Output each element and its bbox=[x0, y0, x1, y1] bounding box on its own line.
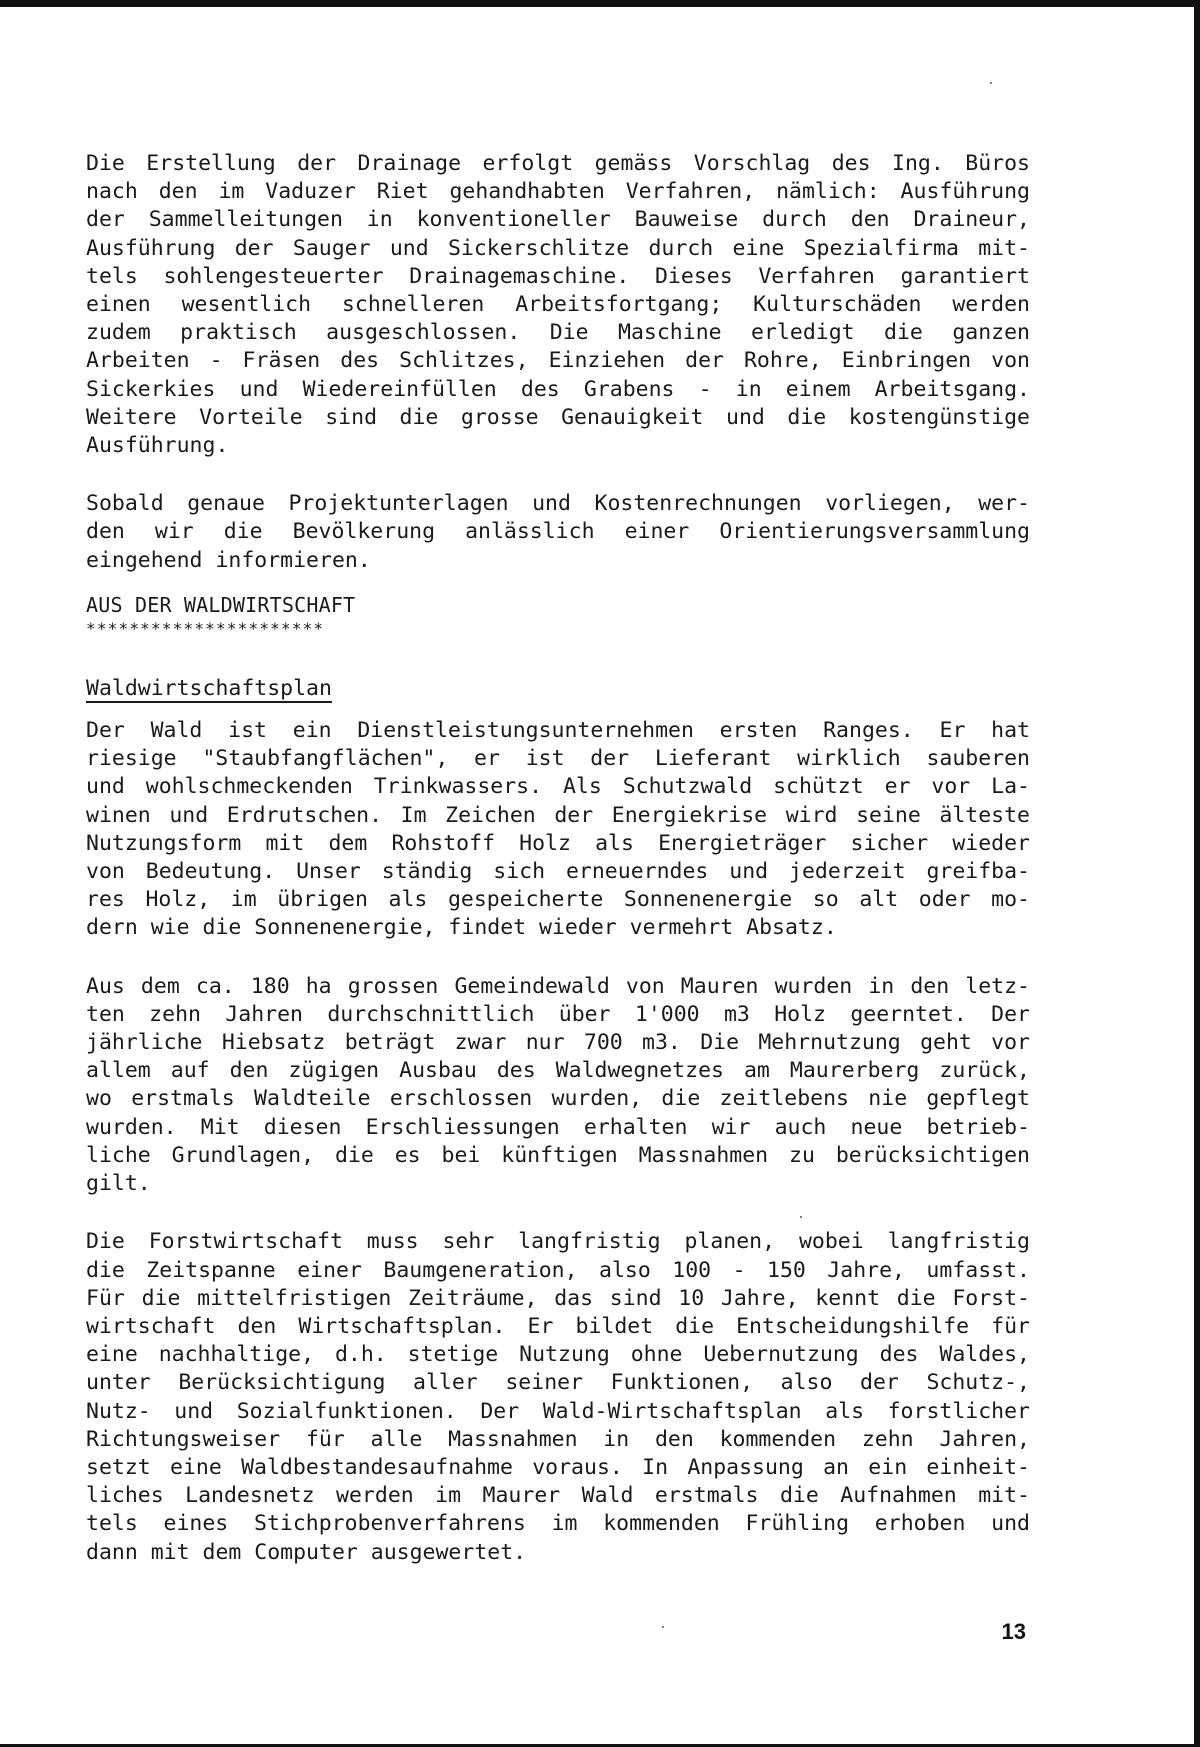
text-line: Für die mittelfristigen Zeiträume, das sind 10 Jahre, kennt die Forst- bbox=[86, 1285, 1030, 1311]
text-line: die Zeitspanne einer Baumgeneration, also 100 - 150 Jahre, umfasst. bbox=[86, 1257, 1030, 1283]
text-line: Sickerkies und Wiedereinfüllen des Grabens - in einem Arbeitsgang. bbox=[86, 376, 1030, 402]
scan-border-top bbox=[0, 0, 1200, 7]
text-line: einen wesentlich schnelleren Arbeitsfortgang; Kulturschäden werden bbox=[86, 292, 1030, 318]
section-heading-stars: ********************** bbox=[86, 618, 325, 638]
text-line: Die Erstellung der Drainage erfolgt gemäss Vorschlag des Ing. Büros bbox=[86, 151, 1030, 176]
paragraph-forstwirtschaft bbox=[86, 1228, 1030, 1566]
text-line: liches Landesnetz werden im Maurer Wald erstmals die Aufnahmen mit- bbox=[86, 1483, 1030, 1509]
text-line: dann mit dem Computer ausgewertet. bbox=[86, 1539, 527, 1565]
text-line: der Sammelleitungen in konventioneller Bauweise durch den Draineur, bbox=[86, 207, 1030, 233]
text-line: Nutz- und Sozialfunktionen. Der Wald-Wirtschaftsplan als forstlicher bbox=[86, 1398, 1030, 1424]
paragraph-drainage bbox=[86, 150, 1030, 460]
page-number: 13 bbox=[1001, 1619, 1026, 1644]
text-line: wo erstmals Waldteile erschlossen wurden, die zeitlebens nie gepflegt bbox=[86, 1086, 1030, 1112]
text-line: dern wie die Sonnenenergie, findet wieder vermehrt Absatz. bbox=[86, 915, 837, 941]
text-line: Die Forstwirtschaft muss sehr langfristig planen, wobei langfristig bbox=[86, 1229, 1030, 1255]
text-line: allem auf den zügigen Ausbau des Waldwegnetzes am Maurerberg zurück, bbox=[86, 1058, 1030, 1084]
text-line: Ausführung der Sauger und Sickerschlitze durch eine Spezialfirma mit- bbox=[86, 235, 1030, 261]
text-line: eingehend informieren. bbox=[86, 547, 371, 573]
paragraph-projekt bbox=[86, 490, 1030, 575]
text-line: eine nachhaltige, d.h. stetige Nutzung ohne Uebernutzung des Waldes, bbox=[86, 1342, 1030, 1368]
section-heading: AUS DER WALDWIRTSCHAFT bbox=[86, 592, 356, 617]
text-line: Weitere Vorteile sind die grosse Genauigkeit und die kostengünstige bbox=[86, 404, 1030, 430]
text-line: zudem praktisch ausgeschlossen. Die Maschine erledigt die ganzen bbox=[86, 320, 1030, 346]
text-line: und wohlschmeckenden Trinkwassers. Als Schutzwald schützt er vor La- bbox=[86, 774, 1030, 800]
text-line: Sobald genaue Projektunterlagen und Kostenrechnungen vorliegen, wer- bbox=[86, 491, 1030, 517]
text-line: tels eines Stichprobenverfahrens im kommenden Frühling erhoben und bbox=[86, 1511, 1030, 1537]
text-line: Ausführung. bbox=[86, 433, 229, 459]
scan-speck bbox=[990, 82, 992, 84]
document-body bbox=[86, 150, 1030, 1567]
text-line: liche Grundlagen, die es bei künftigen Massnahmen zu berücksichtigen bbox=[86, 1142, 1030, 1168]
text-line: Der Wald ist ein Dienstleistungsunternehmen ersten Ranges. Er hat bbox=[86, 718, 1030, 744]
text-line: Richtungsweiser für alle Massnahmen in den kommenden zehn Jahren, bbox=[86, 1426, 1030, 1452]
paragraph-wald bbox=[86, 717, 1030, 943]
text-line: jährliche Hiebsatz beträgt zwar nur 700 m3. Die Mehrnutzung geht vor bbox=[86, 1030, 1030, 1056]
text-line: gilt. bbox=[86, 1171, 151, 1197]
text-line: wurden. Mit diesen Erschliessungen erhalten wir auch neue betrieb- bbox=[86, 1114, 1030, 1140]
text-line: winen und Erdrutschen. Im Zeichen der Energiekrise wird seine älteste bbox=[86, 802, 1030, 828]
text-line: wirtschaft den Wirtschaftsplan. Er bildet die Entscheidungshilfe für bbox=[86, 1313, 1030, 1339]
scan-speck bbox=[662, 1626, 664, 1628]
text-line: von Bedeutung. Unser ständig sich erneuerndes und jederzeit greifba- bbox=[86, 859, 1030, 885]
text-line: tels sohlengesteuerter Drainagemaschine. Dieses Verfahren garantiert bbox=[86, 263, 1030, 289]
text-line: Arbeiten - Fräsen des Schlitzes, Einziehen der Rohre, Einbringen von bbox=[86, 348, 1030, 374]
text-line: res Holz, im übrigen als gespeicherte Sonnenenergie so alt oder mo- bbox=[86, 887, 1030, 913]
scan-border-right bbox=[1194, 0, 1200, 1747]
paragraph-gemeindewald bbox=[86, 973, 1030, 1199]
text-line: den wir die Bevölkerung anlässlich einer Orientierungsversammlung bbox=[86, 519, 1030, 545]
subheading-waldwirtschaftsplan: Waldwirtschaftsplan bbox=[86, 675, 332, 701]
text-line: setzt eine Waldbestandesaufnahme voraus. In Anpassung an ein einheit- bbox=[86, 1454, 1030, 1480]
text-line: nach den im Vaduzer Riet gehandhabten Verfahren, nämlich: Ausführung bbox=[86, 179, 1030, 205]
text-line: riesige "Staubfangflächen", er ist der Lieferant wirklich sauberen bbox=[86, 746, 1030, 772]
text-line: Aus dem ca. 180 ha grossen Gemeindewald von Mauren wurden in den letz- bbox=[86, 973, 1030, 999]
text-line: Nutzungsform mit dem Rohstoff Holz als Energieträger sicher wieder bbox=[86, 830, 1030, 856]
text-line: unter Berücksichtigung aller seiner Funktionen, also der Schutz-, bbox=[86, 1370, 1030, 1396]
text-line: ten zehn Jahren durchschnittlich über 1'000 m3 Holz geerntet. Der bbox=[86, 1001, 1030, 1027]
